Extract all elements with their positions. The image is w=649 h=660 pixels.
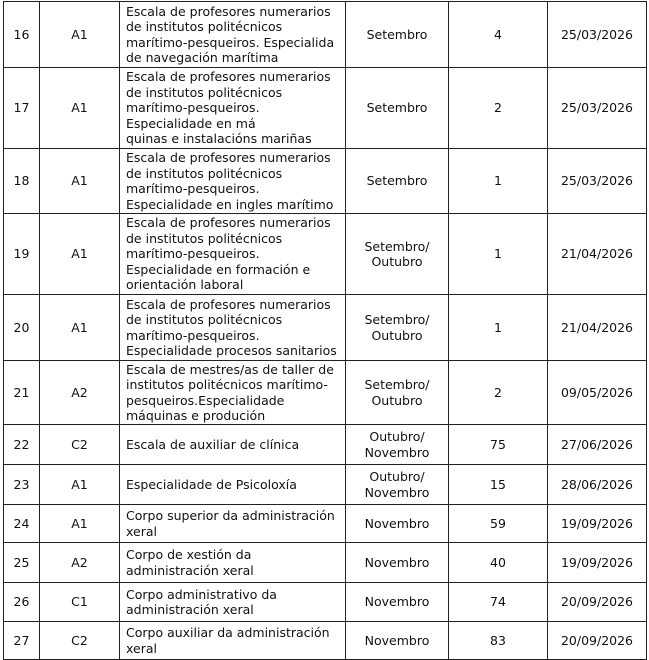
month-cell <box>346 149 449 214</box>
description-cell-line: Escala de profesores numerarios <box>126 150 331 165</box>
month-cell <box>346 543 449 583</box>
description-cell-line: marítimo-pesqueiros. <box>126 181 260 196</box>
description-cell-line: Especialidade de Psicoloxía <box>126 476 297 492</box>
month-cell <box>346 583 449 622</box>
month-cell <box>346 2 449 68</box>
month-cell-line: Outubro <box>371 327 423 343</box>
places-cell: 15 <box>449 465 548 505</box>
date-cell: 20/09/2026 <box>548 583 647 622</box>
table-row <box>4 149 647 214</box>
description-cell <box>120 149 346 214</box>
group-cell: A1 <box>40 68 120 149</box>
description-cell-line: Escala de profesores numerarios <box>126 215 331 231</box>
places-cell: 75 <box>449 425 548 465</box>
description-cell-line: Escala de auxiliar de clínica <box>126 436 300 452</box>
description-cell-line: institutos politécnicos marítimo- <box>126 377 328 392</box>
row-number-cell: 24 <box>4 505 40 543</box>
row-number-cell: 17 <box>4 68 40 149</box>
group-cell: A1 <box>40 2 120 68</box>
calendar-table <box>3 1 647 660</box>
description-cell-line: Especialidade en má <box>126 115 256 131</box>
description-cell <box>120 68 346 149</box>
month-cell-line: Setembro/ <box>364 312 430 327</box>
date-cell: 25/03/2026 <box>548 68 647 149</box>
description-cell-line: marítimo-pesqueiros. <box>126 327 260 343</box>
row-number-cell: 21 <box>4 361 40 425</box>
table-row <box>4 583 647 622</box>
description-cell-line: Escala de profesores numerarios <box>126 69 331 85</box>
places-cell: 83 <box>449 622 548 660</box>
description-cell-line: de institutos politécnicos <box>126 165 283 181</box>
places-cell: 2 <box>449 68 548 149</box>
row-number-cell: 16 <box>4 2 40 68</box>
table-row <box>4 465 647 505</box>
row-number-cell: 26 <box>4 583 40 622</box>
description-cell-line: xeral <box>126 640 157 656</box>
description-cell-line: de institutos politécnicos <box>126 312 283 327</box>
description-cell-line: Especialidade en formación e <box>126 261 311 277</box>
description-cell-line: Escala de mestres/as de taller de <box>126 361 334 377</box>
month-cell-line: Novembro <box>364 484 430 500</box>
date-cell: 09/05/2026 <box>548 361 647 425</box>
description-cell <box>120 505 346 543</box>
places-cell: 1 <box>449 149 548 214</box>
date-cell: 20/09/2026 <box>548 622 647 660</box>
month-cell-line: Novembro <box>364 632 430 648</box>
month-cell-line: Outubro/ <box>369 469 425 484</box>
month-cell-line: Novembro <box>364 594 430 610</box>
row-number-cell: 27 <box>4 622 40 660</box>
description-cell-line: Corpo superior da administración <box>126 508 335 523</box>
description-cell-line: Especialidade en ingles marítimo <box>126 196 334 212</box>
month-cell-line: Setembro/ <box>364 377 430 392</box>
month-cell-line: Outubro <box>371 392 423 408</box>
description-cell-line: quinas e instalacións mariñas <box>126 131 312 147</box>
description-cell-line: Corpo auxiliar da administración <box>126 625 330 640</box>
date-cell: 25/03/2026 <box>548 2 647 68</box>
description-cell-line: de institutos politécnicos <box>126 19 283 34</box>
table-row <box>4 505 647 543</box>
month-cell <box>346 295 449 361</box>
month-cell-line: Setembro/ <box>364 238 430 254</box>
row-number-cell: 19 <box>4 214 40 295</box>
description-cell-line: orientación laboral <box>126 277 244 293</box>
group-cell: A1 <box>40 505 120 543</box>
description-cell <box>120 465 346 505</box>
group-cell: A1 <box>40 465 120 505</box>
places-cell: 4 <box>449 2 548 68</box>
description-cell-line: Corpo de xestión da <box>126 547 252 562</box>
places-cell: 59 <box>449 505 548 543</box>
description-cell <box>120 425 346 465</box>
description-cell-line: marítimo-pesqueiros. <box>126 100 260 116</box>
description-cell <box>120 583 346 622</box>
places-cell: 1 <box>449 295 548 361</box>
description-cell <box>120 622 346 660</box>
description-cell <box>120 543 346 583</box>
date-cell: 21/04/2026 <box>548 295 647 361</box>
month-cell <box>346 361 449 425</box>
description-cell-line: administración xeral <box>126 562 254 578</box>
month-cell <box>346 622 449 660</box>
table-row <box>4 543 647 583</box>
table-row <box>4 214 647 295</box>
group-cell: A1 <box>40 295 120 361</box>
month-cell-line: Setembro <box>366 26 428 42</box>
description-cell-line: marítimo-pesqueiros. <box>126 246 260 262</box>
group-cell: C2 <box>40 622 120 660</box>
description-cell-line: marítimo-pesqueiros. Especialida <box>126 34 335 50</box>
places-cell: 74 <box>449 583 548 622</box>
table-row <box>4 295 647 361</box>
description-cell-line: Especialidade procesos sanitarios <box>126 343 337 358</box>
date-cell: 28/06/2026 <box>548 465 647 505</box>
table-row <box>4 361 647 425</box>
month-cell-line: Outubro <box>371 254 423 269</box>
places-cell: 40 <box>449 543 548 583</box>
row-number-cell: 20 <box>4 295 40 361</box>
description-cell-line: Escala de profesores numerarios <box>126 296 331 312</box>
description-cell-line: de institutos politécnicos <box>126 84 283 100</box>
month-cell-line: Setembro <box>366 173 428 189</box>
description-cell-line: máquinas e produción <box>126 408 266 423</box>
month-cell <box>346 465 449 505</box>
table-row <box>4 68 647 149</box>
month-cell <box>346 214 449 295</box>
month-cell-line: Outubro/ <box>369 429 425 444</box>
date-cell: 19/09/2026 <box>548 543 647 583</box>
description-cell-line: administración xeral <box>126 602 254 617</box>
month-cell <box>346 425 449 465</box>
description-cell <box>120 361 346 425</box>
table-body <box>4 2 647 660</box>
description-cell-line: Corpo administrativo da <box>126 586 277 602</box>
row-number-cell: 25 <box>4 543 40 583</box>
description-cell-line: xeral <box>126 523 157 539</box>
table-row <box>4 425 647 465</box>
month-cell-line: Novembro <box>364 554 430 570</box>
places-cell: 1 <box>449 214 548 295</box>
month-cell <box>346 505 449 543</box>
description-cell-line: de navegación marítima <box>126 50 279 65</box>
description-cell <box>120 295 346 361</box>
month-cell-line: Novembro <box>364 515 430 531</box>
date-cell: 19/09/2026 <box>548 505 647 543</box>
month-cell-line: Novembro <box>364 444 430 460</box>
description-cell <box>120 214 346 295</box>
group-cell: A1 <box>40 214 120 295</box>
date-cell: 21/04/2026 <box>548 214 647 295</box>
table-row <box>4 622 647 660</box>
group-cell: A2 <box>40 543 120 583</box>
group-cell: A1 <box>40 149 120 214</box>
month-cell <box>346 68 449 149</box>
places-cell: 2 <box>449 361 548 425</box>
row-number-cell: 18 <box>4 149 40 214</box>
table-row <box>4 2 647 68</box>
group-cell: C1 <box>40 583 120 622</box>
date-cell: 27/06/2026 <box>548 425 647 465</box>
group-cell: A2 <box>40 361 120 425</box>
description-cell <box>120 2 346 68</box>
date-cell: 25/03/2026 <box>548 149 647 214</box>
row-number-cell: 22 <box>4 425 40 465</box>
description-cell-line: pesqueiros.Especialidade <box>126 392 285 408</box>
group-cell: C2 <box>40 425 120 465</box>
row-number-cell: 23 <box>4 465 40 505</box>
month-cell-line: Setembro <box>366 100 428 116</box>
description-cell-line: de institutos politécnicos <box>126 230 283 246</box>
description-cell-line: Escala de profesores numerarios <box>126 3 331 19</box>
